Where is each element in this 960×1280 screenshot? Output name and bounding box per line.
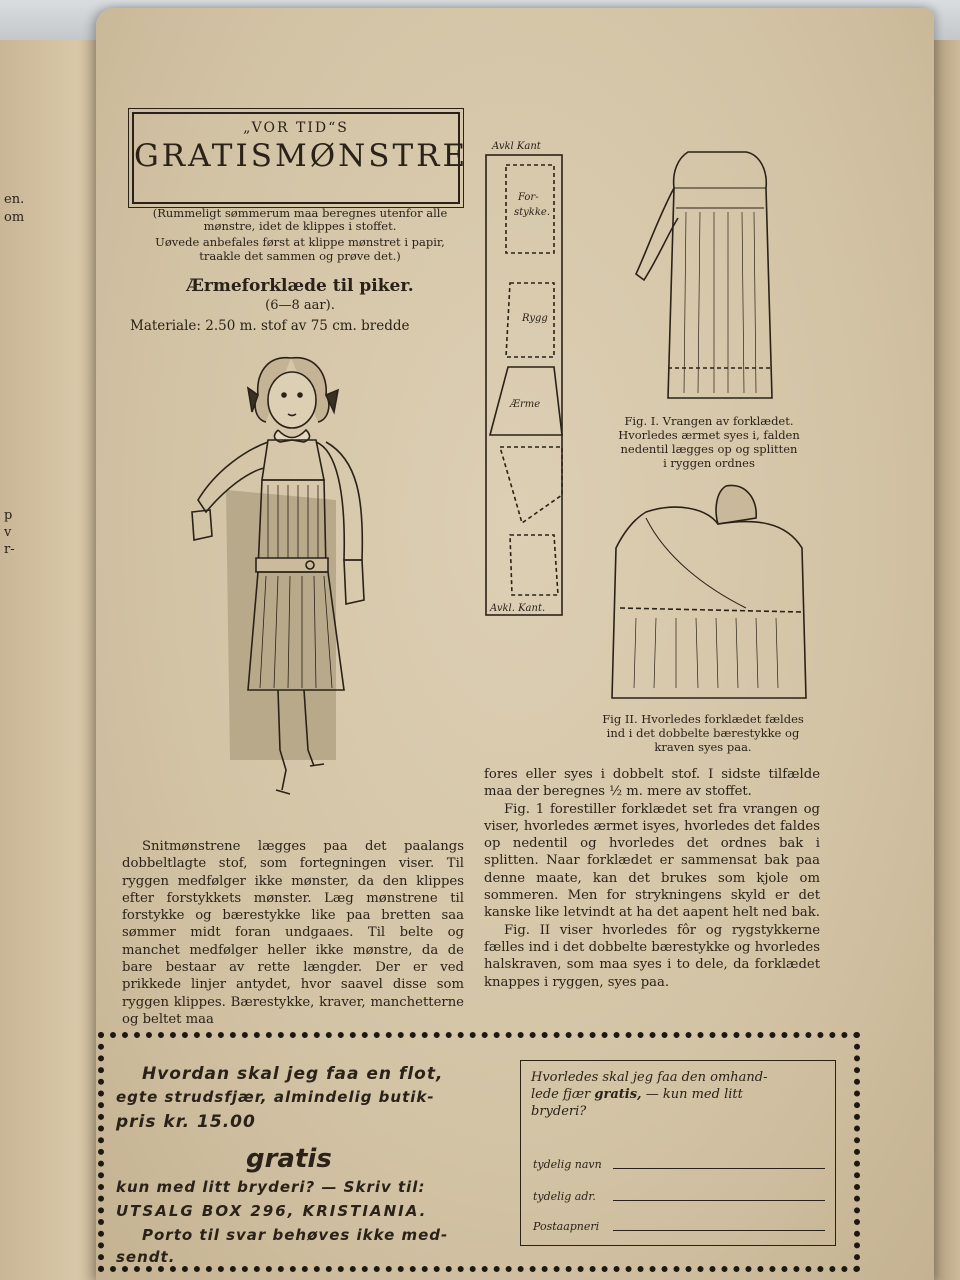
note-line: Uøvede anbefales først at klippe mønstret i papir, (155, 235, 445, 249)
address-field[interactable] (533, 1185, 825, 1203)
post-office-field[interactable] (533, 1215, 825, 1233)
title-box (132, 112, 469, 204)
coupon-question-line: bryderi? (531, 1104, 587, 1119)
ad-line: sendt. (116, 1248, 176, 1266)
body-paragraph: Fig. 1 forestiller forklædet set fra vrangen og viser, hvorledes ærmet isyes, hvorledes det faldes op nedentil og hvorledes det ordnes bak i splitten. Naar forklædet er sammensat bak paa denne maate, kan det brukes som kjole om sommeren. Men for strykningens skyld er det kanske like letvindt at ha det aapent helt ned bak. (484, 801, 820, 921)
svg-text:Ærme: Ærme (510, 399, 541, 410)
coupon-question-line: — kun med litt (645, 1087, 743, 1102)
address-field-label: tydelig adr. (533, 1190, 596, 1203)
name-field[interactable] (533, 1153, 825, 1171)
ad-line: pris kr. 15.00 (116, 1112, 256, 1132)
fig2-caption-line: kraven syes paa. (654, 740, 752, 754)
note-line: mønstre, idet de klippes i stoffet. (203, 219, 397, 233)
body-paragraph: fores eller syes i dobbelt stof. I sidste tilfælde maa der beregnes ½ m. mere av stoffet. (484, 767, 820, 800)
svg-text:Rygg: Rygg (522, 313, 548, 324)
article-title: Ærmeforklæde til piker. (186, 276, 414, 296)
fig1-caption-line: Fig. I. Vrangen av forklædet. (624, 414, 794, 428)
figure-2-illustration (606, 478, 816, 708)
body-paragraph: Snitmønstrene lægges paa det paalangs dobbeltlagte stof, som fortegningen viser. Til ryggen medfølger ikke mønster, da den klippes efter forstykkets mønster. Læg mønstrene til forstykke og bærestykke like paa bretten saa sømmer midt foran undgaaes. Til belte og manchet medfølger heller ikke mønstre, da de bare bestaar av rette længder. Der er ved prikkede linjer antydet, hvor saavel disse som ryggen klippes. Bærestykke, kraver, manchetterne og beltet maa (122, 839, 464, 1027)
coupon-question-line: lede fjær (531, 1087, 591, 1102)
coupon-gratis: gratis, (594, 1087, 642, 1102)
article-age: (6—8 aar). (265, 298, 335, 313)
note-line: traakle det sammen og prøve det.) (199, 249, 401, 263)
article-material: Materiale: 2.50 m. stof av 75 cm. bredde (130, 318, 410, 334)
ad-line: Hvordan skal jeg faa en flot, (142, 1064, 444, 1084)
left-page-fragment: en. (4, 192, 25, 207)
ad-line: egte strudsfjær, almindelig butik- (116, 1088, 435, 1106)
name-field-label: tydelig navn (533, 1158, 602, 1171)
svg-text:For-: For- (518, 192, 539, 203)
pattern-layout-diagram (470, 135, 590, 625)
name-field-line (613, 1168, 825, 1169)
fig1-caption-line: Hvorledes ærmet syes i, falden (618, 428, 800, 442)
ad-line: Porto til svar behøves ikke med- (142, 1226, 449, 1244)
svg-text:stykke.: stykke. (514, 207, 551, 218)
note-line: (Rummeligt sømmerum maa beregnes utenfor alle (152, 206, 448, 220)
left-adjacent-page (0, 40, 110, 1280)
pattern-label-top: Avkl Kant (492, 141, 541, 152)
left-page-fragment: om (4, 210, 25, 225)
fig2-caption-line: ind i det dobbelte bærestykke og (606, 726, 800, 740)
post-office-field-line (613, 1230, 825, 1231)
fig1-caption-line: i ryggen ordnes (663, 456, 755, 470)
girl-illustration (186, 350, 396, 810)
post-office-field-label: Postaapneri (533, 1220, 600, 1233)
ad-address: UTSALG BOX 296, KRISTIANIA. (116, 1202, 428, 1220)
left-page-fragment: p (4, 508, 13, 523)
fig2-caption-line: Fig II. Hvorledes forklædet fældes (602, 712, 804, 726)
title-kicker: „VOR TID“S (243, 120, 349, 136)
body-right-column (484, 766, 820, 991)
figure-1-illustration (628, 148, 778, 403)
body-left-column (122, 838, 464, 1028)
coupon-question (531, 1069, 827, 1120)
left-page-fragment: r- (4, 542, 15, 557)
coupon-form (520, 1060, 836, 1246)
page-title: GRATISMØNSTRE (134, 138, 469, 174)
left-page-fragment: v (4, 525, 12, 540)
fig1-caption-line: nedentil lægges op og splitten (620, 442, 798, 456)
address-field-line (613, 1200, 825, 1201)
coupon-question-line: Hvorledes skal jeg faa den omhand- (531, 1070, 768, 1085)
svg-text:Avkl. Kant.: Avkl. Kant. (490, 603, 546, 614)
ad-line: kun med litt bryderi? — Skriv til: (116, 1178, 426, 1196)
body-paragraph: Fig. II viser hvorledes fôr og rygstykkerne fælles ind i det dobbelte bærestykke og hvorledes halskraven, som maa syes i to dele, da forklædet knappes i ryggen, syes paa. (484, 922, 820, 990)
ad-gratis: gratis (246, 1144, 332, 1174)
